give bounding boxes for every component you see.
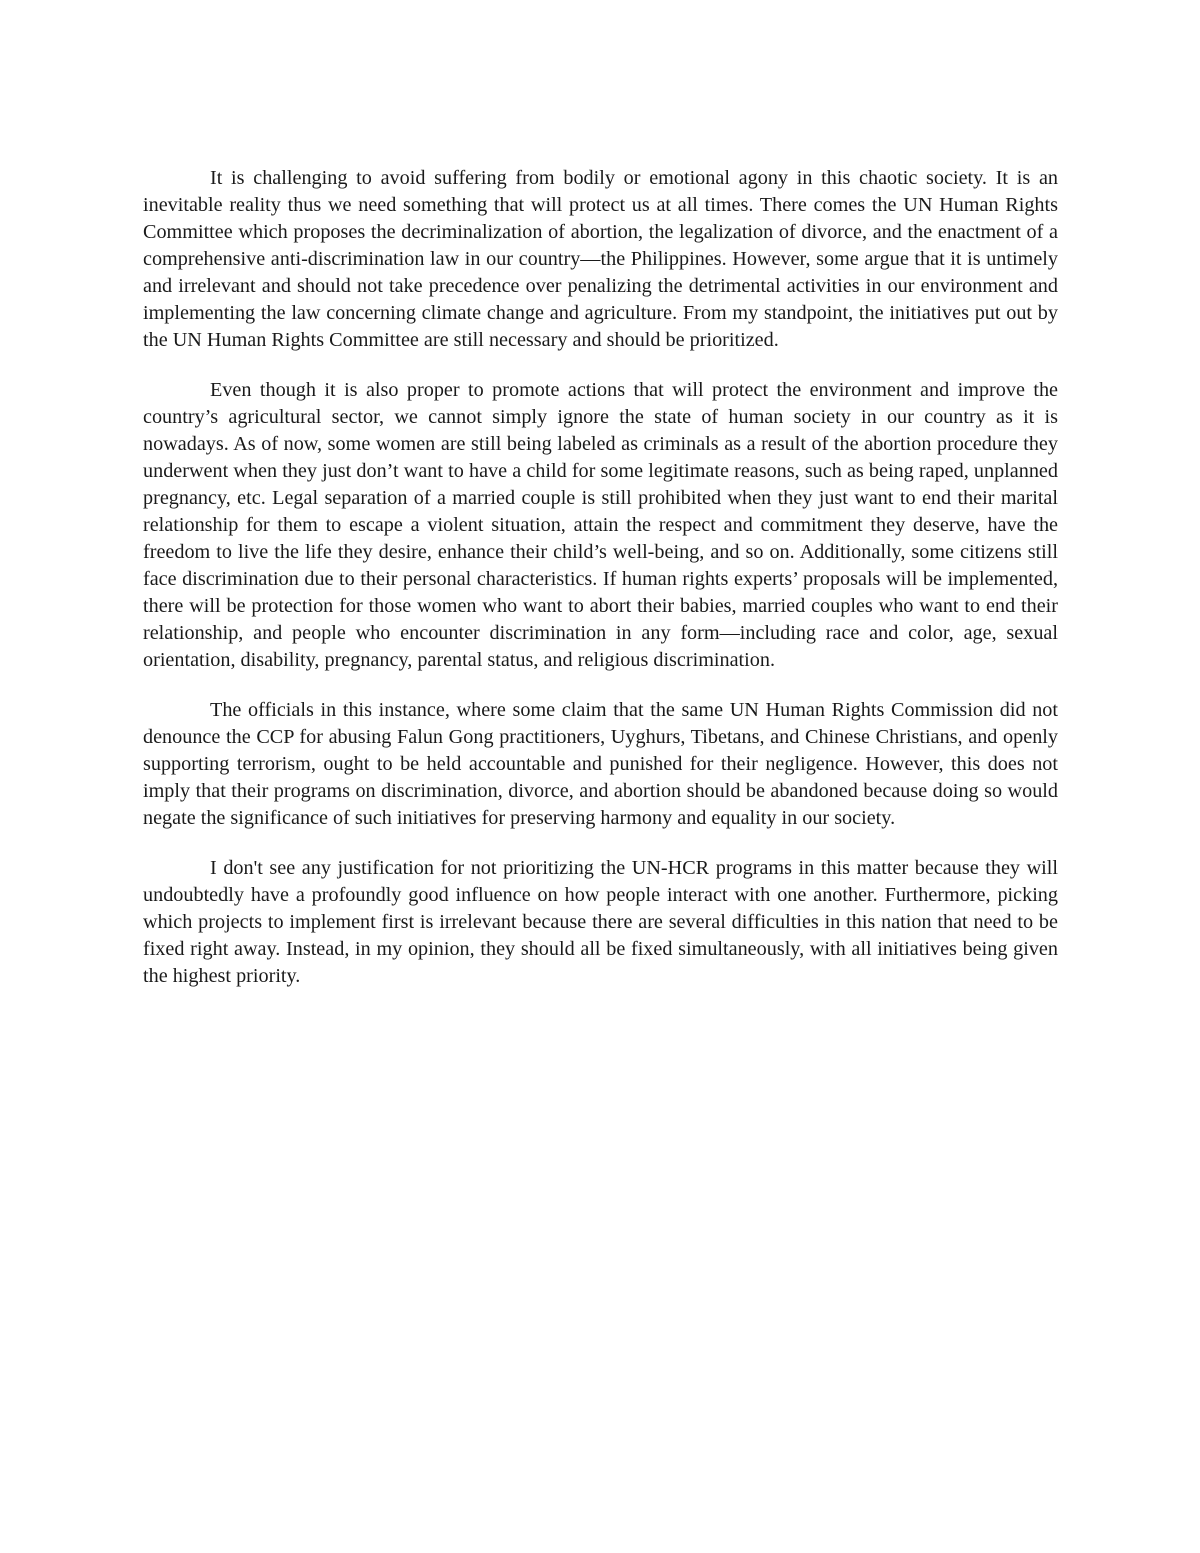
paragraph-2: Even though it is also proper to promote actions that will protect the environment and improve the country’s agricultural sector, we cannot simply ignore the state of human society in our country as it is nowadays. As of now, some women are still being labeled as criminals as a result of the abortion procedure they underwent when they just don’t want to have a child for some legitimate reasons, such as being raped, unplanned pregnancy, etc. Legal separation of a married couple is still prohibited when they just want to end their marital relationship for them to escape a violent situation, attain the respect and commitment they deserve, have the freedom to live the life they desire, enhance their child’s well-being, and so on. Additionally, some citizens still face discrimination due to their personal characteristics. If human rights experts’ proposals will be implemented, there will be protection for those women who want to abort their babies, married couples who want to end their relationship, and people who encounter discrimination in any form—including race and color, age, sexual orientation, disability, pregnancy, parental status, and religious discrimination.: [143, 379, 1058, 671]
paragraph-4: I don't see any justification for not prioritizing the UN-HCR programs in this matter because they will undoubtedly have a profoundly good influence on how people interact with one another. Furthermore, picking which projects to implement first is irrelevant because there are several difficulties in this nation that need to be fixed right away. Instead, in my opinion, they should all be fixed simultaneously, with all initiatives being given the highest priority.: [143, 857, 1058, 987]
paragraph-3: The officials in this instance, where some claim that the same UN Human Rights Commission did not denounce the CCP for abusing Falun Gong practitioners, Uyghurs, Tibetans, and Chinese Christians, and openly supporting terrorism, ought to be held accountable and punished for their negligence. However, this does not imply that their programs on discrimination, divorce, and abortion should be abandoned because doing so would negate the significance of such initiatives for preserving harmony and equality in our society.: [143, 699, 1058, 829]
document-body: [143, 165, 1058, 1013]
paragraph-1: It is challenging to avoid suffering from bodily or emotional agony in this chaotic society. It is an inevitable reality thus we need something that will protect us at all times. There comes the UN Human Rights Committee which proposes the decriminalization of abortion, the legalization of divorce, and the enactment of a comprehensive anti-discrimination law in our country—the Philippines. However, some argue that it is untimely and irrelevant and should not take precedence over penalizing the detrimental activities in our environment and implementing the law concerning climate change and agriculture. From my standpoint, the initiatives put out by the UN Human Rights Committee are still necessary and should be prioritized.: [143, 167, 1058, 351]
